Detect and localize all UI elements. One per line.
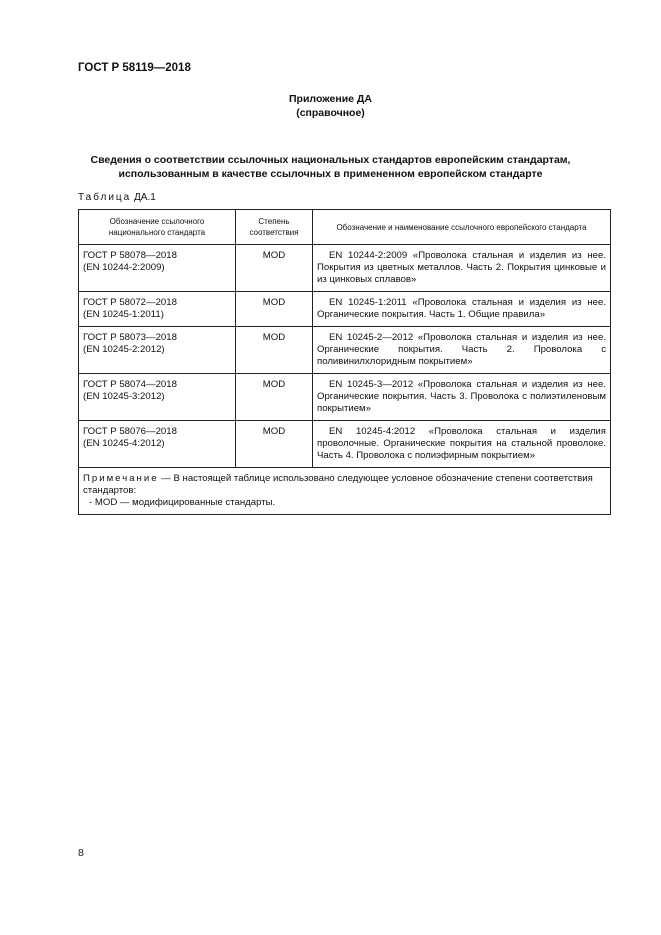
degree-cell: MOD (236, 245, 313, 292)
european-standard-cell: EN 10245-1:2011 «Проволока стальная и изделия из нее. Органические покрытия. Часть 1. Общие правила» (313, 292, 611, 327)
table-note-label: Примечание (83, 473, 159, 484)
section-title-line-2: использованным в качестве ссылочных в примененном европейском стандарте (118, 168, 543, 180)
european-equivalent-code: (EN 10244-2:2009) (83, 262, 165, 273)
header-degree (236, 210, 313, 245)
appendix-subtitle: (справочное) (296, 107, 365, 119)
header-european-standard (313, 210, 611, 245)
national-standard-cell (79, 245, 236, 292)
national-standard-code: ГОСТ Р 58078—2018 (83, 250, 177, 261)
appendix-title: Приложение ДА (289, 93, 372, 105)
national-standard-cell (79, 374, 236, 421)
table-caption (78, 192, 156, 203)
document-header: ГОСТ Р 58119—2018 (78, 62, 191, 74)
european-standard-cell: EN 10245-4:2012 «Проволока стальная и изделия проволочные. Органические покрытия на стальной проволоке. Часть 4. Проволока с полиэфирным покрытием» (313, 421, 611, 468)
european-equivalent-code: (EN 10245-1:2011) (83, 309, 164, 320)
degree-cell: MOD (236, 421, 313, 468)
section-title (70, 153, 591, 181)
header-european-standard-label: Обозначение и наименование ссылочного европейского стандарта (336, 222, 587, 232)
table-note-item: - MOD — модифицированные стандарты. (89, 497, 276, 508)
national-standard-code: ГОСТ Р 58072—2018 (83, 297, 177, 308)
national-standard-cell (79, 327, 236, 374)
header-national-standard-line-1: Обозначение ссылочного (109, 217, 205, 226)
national-standard-code: ГОСТ Р 58076—2018 (83, 426, 177, 437)
table-row (79, 374, 611, 421)
european-equivalent-code: (EN 10245-3:2012) (83, 391, 165, 402)
european-equivalent-code: (EN 10245-4:2012) (83, 438, 165, 449)
table-note-row (79, 468, 611, 515)
table-row (79, 245, 611, 292)
appendix-heading (0, 92, 661, 120)
table-note-text (83, 473, 606, 497)
european-standard-cell: EN 10245-2—2012 «Проволока стальная и изделия из нее. Органические покрытия. Часть 2. Проволока с поливинилхлоридным покрытием» (313, 327, 611, 374)
header-degree-line-1: Степень (258, 217, 290, 226)
european-equivalent-code: (EN 10245-2:2012) (83, 344, 165, 355)
national-standard-cell (79, 421, 236, 468)
table-row (79, 327, 611, 374)
header-national-standard-line-2: национального стандарта (108, 228, 206, 237)
correspondence-table (78, 209, 611, 515)
degree-cell: MOD (236, 327, 313, 374)
degree-cell: MOD (236, 292, 313, 327)
section-title-line-1: Сведения о соответствии ссылочных национальных стандартов европейским стандартам, (90, 154, 571, 166)
national-standard-code: ГОСТ Р 58074—2018 (83, 379, 177, 390)
page-number: 8 (78, 847, 84, 859)
header-degree-line-2: соответствия (249, 228, 299, 237)
table-caption-number: ДА.1 (131, 192, 156, 203)
table-row (79, 421, 611, 468)
national-standard-cell (79, 292, 236, 327)
table-note-body: — В настоящей таблице использовано следующее условное обозначение степени соответствия стандартов: (83, 473, 593, 496)
header-national-standard (79, 210, 236, 245)
degree-cell: MOD (236, 374, 313, 421)
table-header-row (79, 210, 611, 245)
european-standard-cell: EN 10244-2:2009 «Проволока стальная и изделия из нее. Покрытия из цветных металлов. Часть 2. Покрытия цинковые и из цинковых сплавов» (313, 245, 611, 292)
national-standard-code: ГОСТ Р 58073—2018 (83, 332, 177, 343)
table-caption-label: Таблица (78, 192, 132, 203)
european-standard-cell: EN 10245-3—2012 «Проволока стальная и изделия из нее. Органические покрытия. Часть 3. Проволока с полиэтиленовым покрытием» (313, 374, 611, 421)
table-row (79, 292, 611, 327)
table-note (79, 468, 611, 515)
